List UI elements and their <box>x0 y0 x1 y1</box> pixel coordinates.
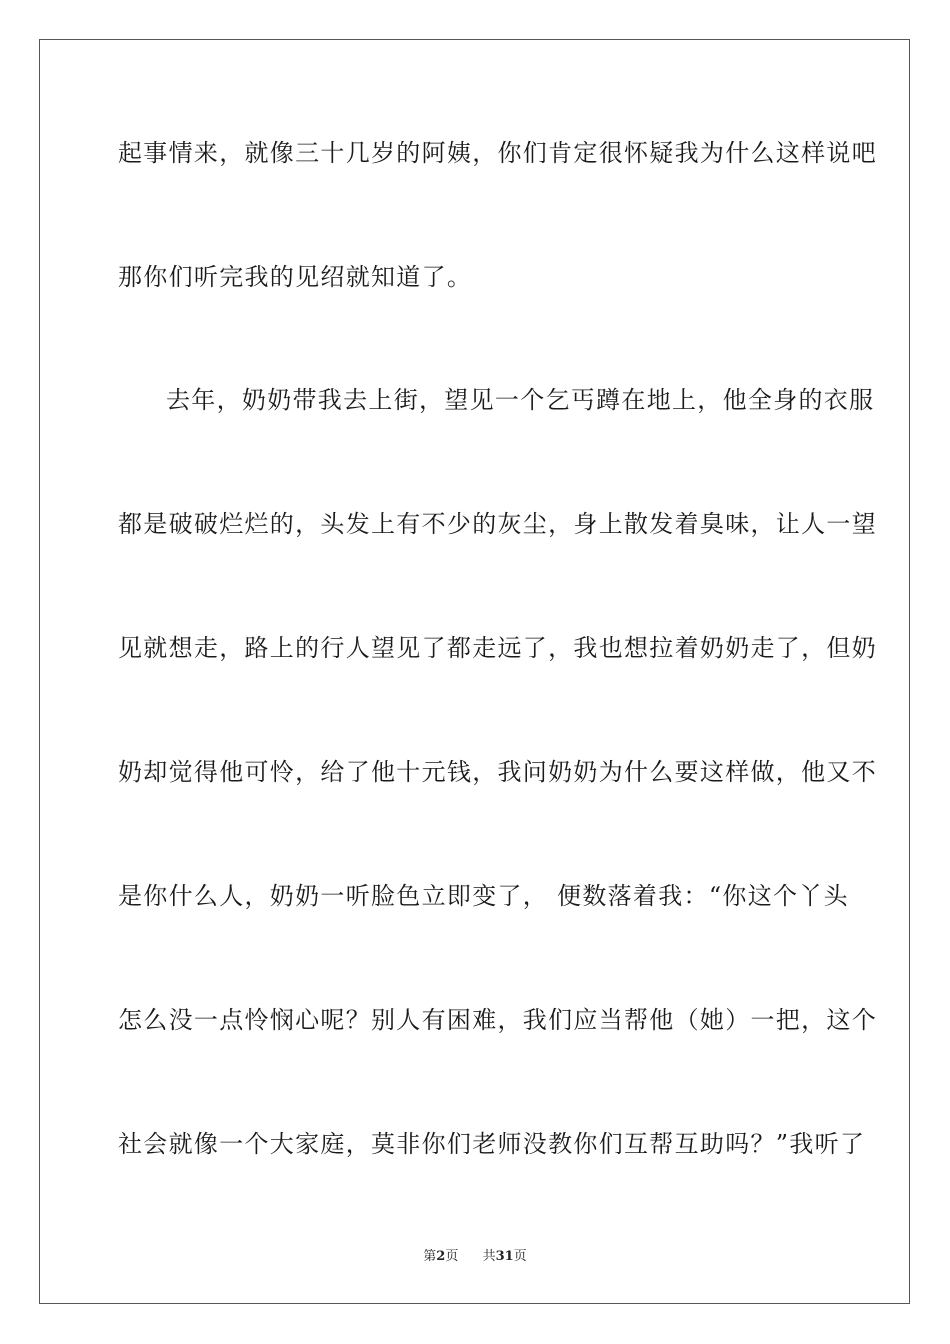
text-line-1: 起事情来，就像三十几岁的阿姨，你们肯定很怀疑我为什么这样说吧 <box>118 139 877 167</box>
page-suffix: 页 <box>445 1249 459 1264</box>
total-prefix: 共 <box>482 1249 496 1264</box>
page-border <box>39 39 910 1304</box>
text-line-4: 都是破破烂烂的，头发上有不少的灰尘，身上散发着臭味，让人一望 <box>118 510 877 538</box>
text-line-3: 去年，奶奶带我去上街，望见一个乞丐蹲在地上，他全身的衣服 <box>166 386 875 414</box>
page-footer <box>0 1248 950 1266</box>
text-line-7: 是你什么人，奶奶一听脸色立即变了， 便数落着我：“你这个丫头 <box>118 882 849 910</box>
page-prefix: 第 <box>423 1249 437 1264</box>
text-line-2: 那你们听完我的见绍就知道了。 <box>118 263 473 291</box>
page-number: 2 <box>436 1249 446 1264</box>
text-line-8: 怎么没一点怜悯心呢？别人有困难，我们应当帮他（她）一把，这个 <box>118 1006 877 1034</box>
text-line-6: 奶却觉得他可怜，给了他十元钱，我问奶奶为什么要这样做，他又不 <box>118 758 877 786</box>
total-pages: 31 <box>495 1249 514 1264</box>
total-suffix: 页 <box>513 1249 527 1264</box>
text-line-5: 见就想走，路上的行人望见了都走远了，我也想拉着奶奶走了，但奶 <box>118 634 877 662</box>
text-line-9: 社会就像一个大家庭，莫非你们老师没教你们互帮互助吗？”我听了 <box>118 1130 866 1158</box>
